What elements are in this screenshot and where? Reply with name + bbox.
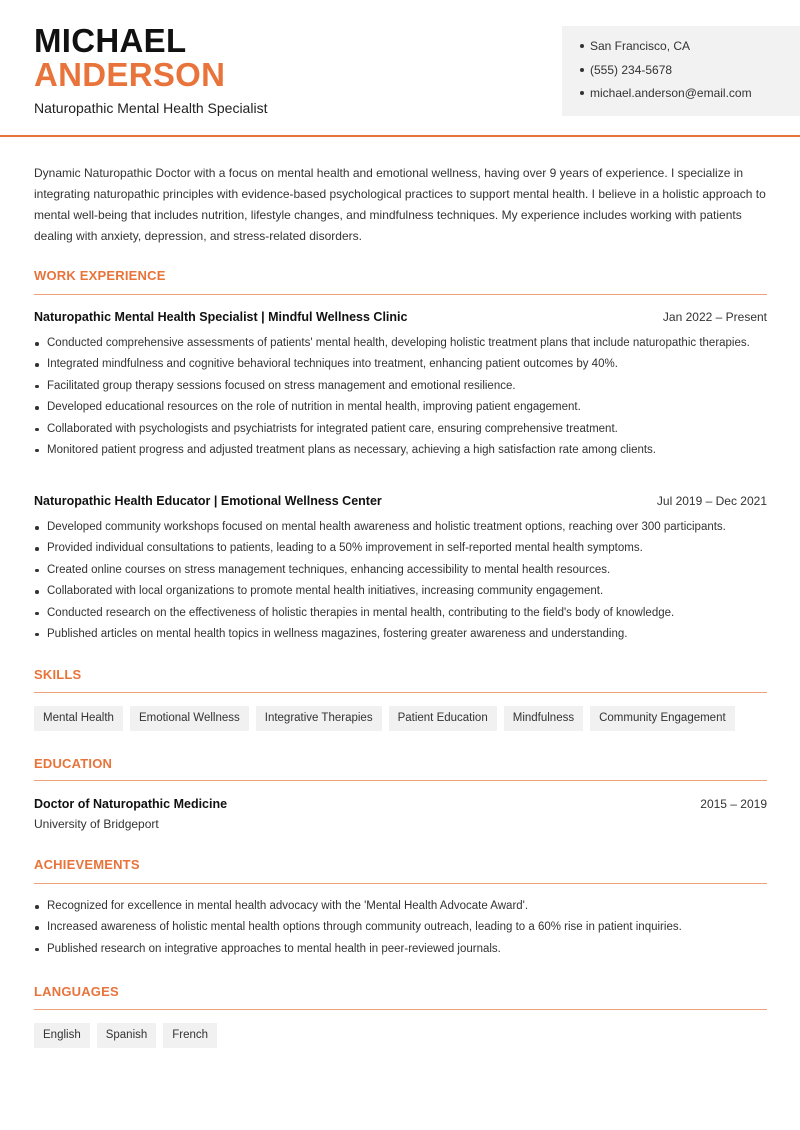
education-school: University of Bridgeport	[34, 817, 159, 831]
contact-location: San Francisco, CA	[580, 38, 800, 54]
job-dates: Jul 2019 – Dec 2021	[656, 494, 767, 508]
contact-email[interactable]: michael.anderson@email.com	[580, 85, 800, 101]
list-item: Collaborated with local organizations to promote mental health initiatives, increasing community engagement.	[34, 583, 769, 599]
education-dates: 2015 – 2019	[700, 797, 767, 811]
section-divider	[34, 294, 767, 295]
job-bullets	[34, 335, 769, 463]
skill-tag: Integrative Therapies	[256, 706, 382, 731]
list-item: Published research on integrative approaches to mental health in peer-reviewed journals.	[34, 941, 769, 957]
language-tag: English	[34, 1023, 90, 1048]
section-divider	[34, 1009, 767, 1010]
job-dates: Jan 2022 – Present	[662, 310, 767, 324]
section-title-achievements: ACHIEVEMENTS	[34, 857, 140, 872]
list-item: Developed community workshops focused on mental health awareness and holistic treatment options, reaching over 300 participants.	[34, 519, 769, 535]
skill-tag: Emotional Wellness	[130, 706, 249, 731]
list-item: Monitored patient progress and adjusted treatment plans as necessary, achieving a high satisfaction rate among clients.	[34, 442, 769, 458]
language-tag: French	[163, 1023, 217, 1048]
list-item: Integrated mindfulness and cognitive behavioral techniques into treatment, enhancing patient outcomes by 40%.	[34, 356, 769, 372]
achievements-list	[34, 898, 769, 962]
contact-box	[562, 26, 800, 116]
list-item: Facilitated group therapy sessions focused on stress management and emotional resilience.	[34, 378, 769, 394]
list-item: Published articles on mental health topics in wellness magazines, fostering greater awareness and understanding.	[34, 626, 769, 642]
section-divider	[34, 692, 767, 693]
skills-list	[34, 706, 735, 731]
last-name: ANDERSON	[34, 56, 226, 93]
education-degree: Doctor of Naturopathic Medicine	[34, 797, 228, 811]
list-item: Recognized for excellence in mental health advocacy with the 'Mental Health Advocate Award'.	[34, 898, 769, 914]
list-item: Increased awareness of holistic mental health options through community outreach, leading to a 60% rise in patient inquiries.	[34, 919, 769, 935]
section-divider	[34, 883, 767, 884]
section-divider	[34, 780, 767, 781]
skill-tag: Community Engagement	[590, 706, 735, 731]
resume-header	[0, 0, 800, 137]
list-item: Collaborated with psychologists and psychiatrists for integrated patient care, ensuring comprehensive treatment.	[34, 421, 769, 437]
job-role: Naturopathic Mental Health Specialist | Mindful Wellness Clinic	[34, 310, 408, 324]
job-title: Naturopathic Mental Health Specialist	[34, 100, 268, 116]
summary-paragraph: Dynamic Naturopathic Doctor with a focus on mental health and emotional wellness, having over 9 years of experience. I specialize in integrating naturopathic principles with evidence-based psychological practices to support mental health. I believe in a holistic approach to mental well-being that includes nutrition, lifestyle changes, and mindfulness techniques. My experience includes working with patients dealing with anxiety, depression, and stress-related disorders.	[34, 166, 766, 243]
job-header	[34, 494, 767, 512]
section-title-education: EDUCATION	[34, 756, 113, 771]
languages-list	[34, 1023, 217, 1048]
list-item: Provided individual consultations to patients, leading to a 50% improvement in self-reported mental health symptoms.	[34, 540, 769, 556]
job-bullets	[34, 519, 769, 647]
skill-tag: Mindfulness	[504, 706, 583, 731]
list-item: Conducted comprehensive assessments of patients' mental health, developing holistic treatment plans that include naturopathic therapies.	[34, 335, 769, 351]
section-title-languages: LANGUAGES	[34, 984, 119, 999]
section-title-skills: SKILLS	[34, 667, 82, 682]
skill-tag: Patient Education	[389, 706, 497, 731]
contact-phone: (555) 234-5678	[580, 62, 800, 78]
language-tag: Spanish	[97, 1023, 157, 1048]
job-role: Naturopathic Health Educator | Emotional Wellness Center	[34, 494, 382, 508]
first-name: MICHAEL	[34, 22, 187, 59]
job-header	[34, 310, 767, 328]
list-item: Conducted research on the effectiveness of holistic therapies in mental health, contributing to the field's body of knowledge.	[34, 605, 769, 621]
list-item: Created online courses on stress management techniques, enhancing accessibility to mental health resources.	[34, 562, 769, 578]
list-item: Developed educational resources on the role of nutrition in mental health, improving patient engagement.	[34, 399, 769, 415]
section-title-work: WORK EXPERIENCE	[34, 268, 166, 283]
skill-tag: Mental Health	[34, 706, 123, 731]
